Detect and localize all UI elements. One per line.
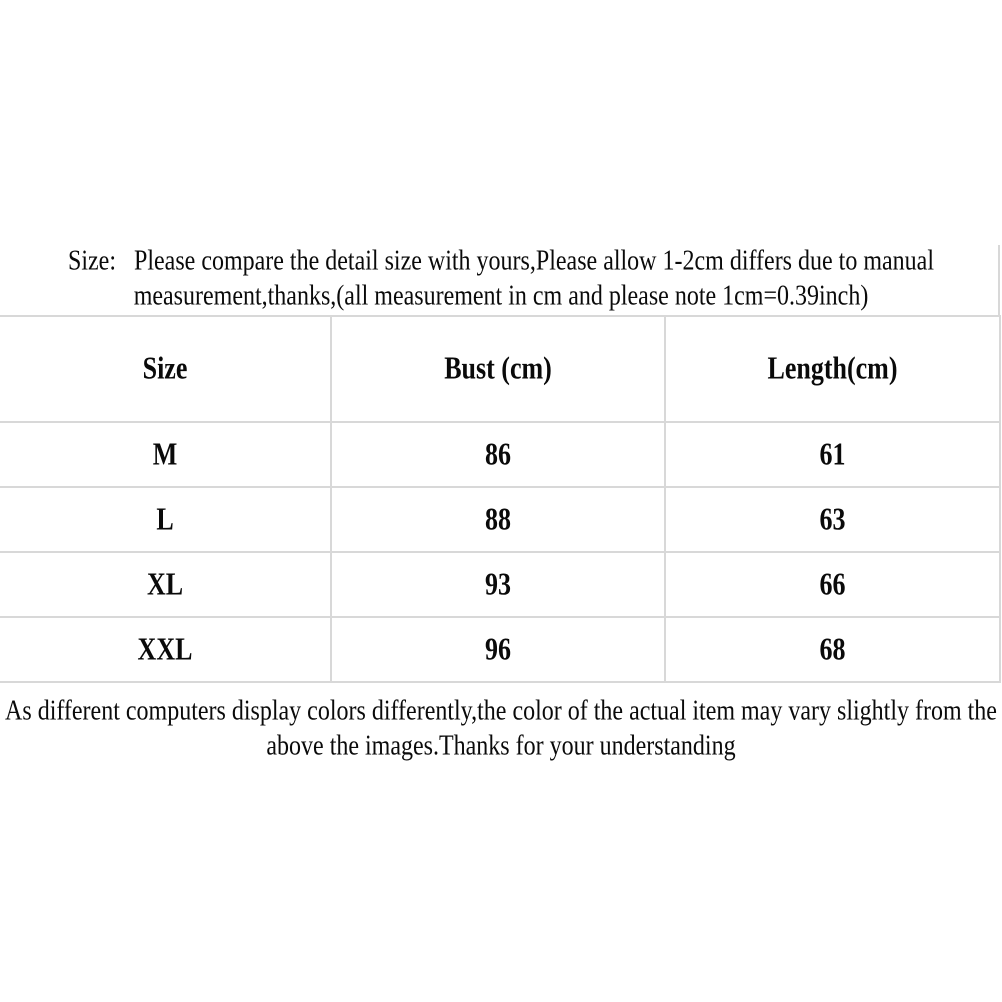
- length-value: 68: [819, 631, 846, 667]
- cell-bust-l: [331, 487, 665, 552]
- bust-value: 96: [485, 631, 511, 667]
- length-value: 66: [819, 566, 846, 602]
- size-value: L: [156, 501, 174, 537]
- color-disclaimer-line-2: above the images.Thanks for your understanding: [266, 730, 736, 762]
- bust-value: 86: [485, 436, 511, 472]
- cell-size-xxl: [0, 617, 331, 682]
- header-label-size: Size: [142, 351, 188, 386]
- cell-size-xl: [0, 552, 331, 617]
- header-cell-size: [0, 316, 331, 422]
- table-row-xl: [0, 552, 1000, 617]
- header-label-bust: Bust (cm): [444, 351, 552, 386]
- size-chart-table: [0, 315, 1001, 683]
- cell-bust-m: [331, 422, 665, 487]
- header-cell-length: [665, 316, 1000, 422]
- size-instruction-line-1: Size: Please compare the detail size with yours,Please allow 1-2cm differs due to manual: [68, 245, 934, 277]
- header-label-length: Length(cm): [767, 351, 898, 386]
- cell-length-xxl: [665, 617, 1000, 682]
- bust-value: 93: [485, 566, 511, 602]
- bust-value: 88: [485, 501, 511, 537]
- cell-length-l: [665, 487, 1000, 552]
- length-value: 61: [819, 436, 846, 472]
- table-row-m: [0, 422, 1000, 487]
- color-disclaimer-note: [0, 694, 1002, 764]
- size-instruction-line-2: measurement,thanks,(all measurement in cm and please note 1cm=0.39inch): [133, 280, 869, 312]
- right-edge-border-sliver: [998, 245, 1000, 316]
- color-disclaimer-line-1: As different computers display colors differently,the color of the actual item may vary slightly from the: [5, 695, 997, 727]
- cell-bust-xl: [331, 552, 665, 617]
- table-row-xxl: [0, 617, 1000, 682]
- cell-bust-xxl: [331, 617, 665, 682]
- size-value: M: [152, 436, 178, 472]
- size-chart-header-row: [0, 316, 1000, 422]
- size-instruction-note: [0, 244, 1002, 314]
- cell-size-l: [0, 487, 331, 552]
- size-value: XL: [146, 566, 184, 602]
- cell-length-xl: [665, 552, 1000, 617]
- cell-length-m: [665, 422, 1000, 487]
- cell-size-m: [0, 422, 331, 487]
- size-value: XXL: [137, 631, 193, 667]
- length-value: 63: [819, 501, 846, 537]
- header-cell-bust: [331, 316, 665, 422]
- table-row-l: [0, 487, 1000, 552]
